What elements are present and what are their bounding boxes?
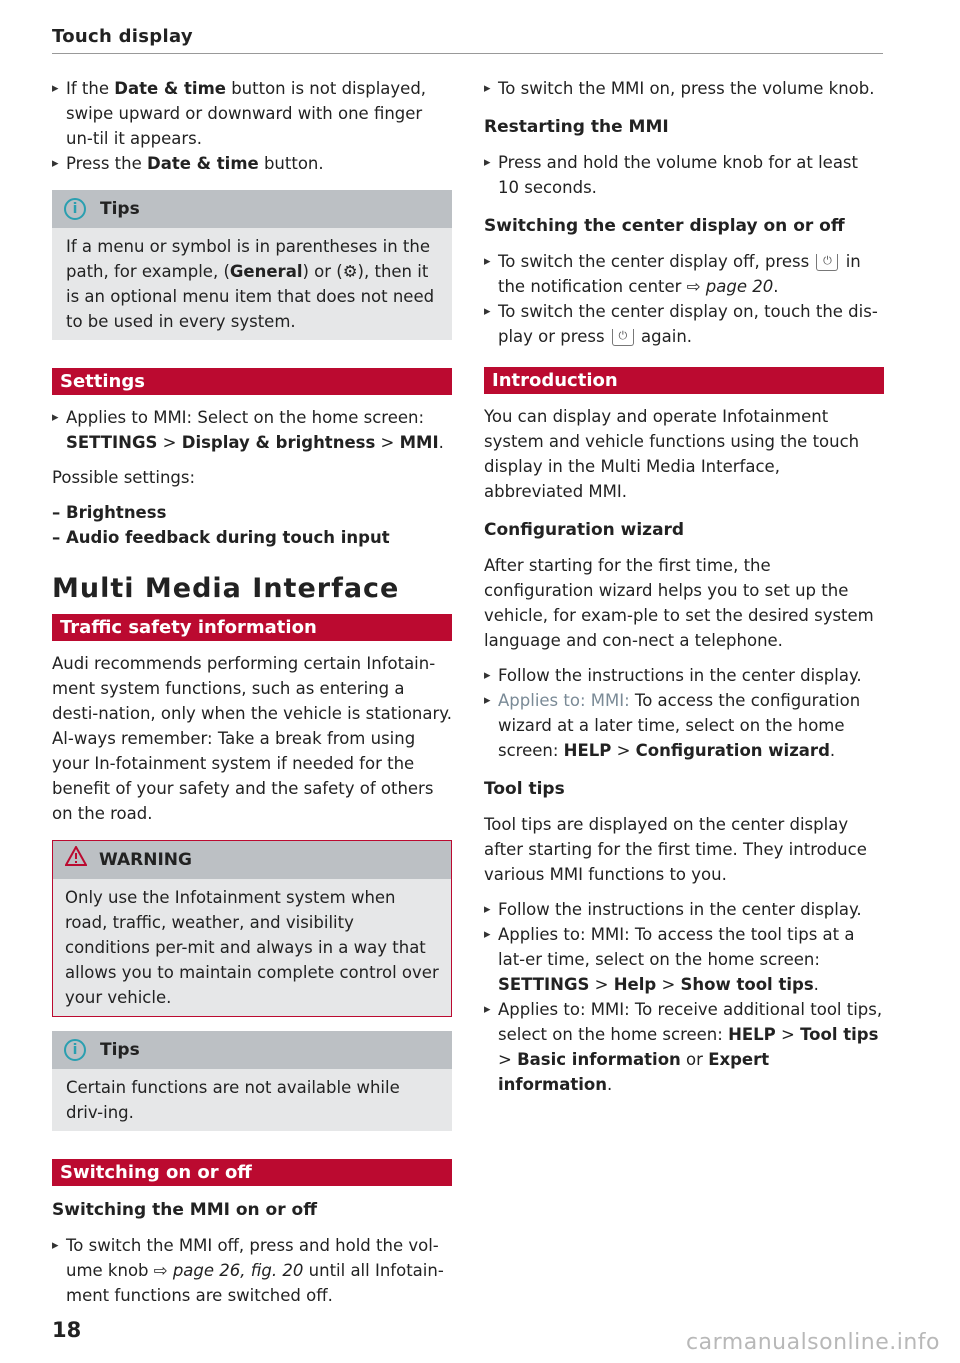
tips-box-2	[52, 1031, 452, 1131]
step-config-follow: ▸ Follow the instructions in the center display.	[484, 663, 884, 688]
tips-title-2: Tips	[100, 1039, 140, 1060]
step-switch-off: ▸ To switch the MMI off, press and hold the vol-ume knob ⇨ page 26, fig. 20 until all Infotain-ment functions are switched off.	[52, 1233, 452, 1308]
step-date-time-swipe: ▸ If the Date & time button is not displayed, swipe upward or downward with one finger un-til it appears.	[52, 76, 452, 151]
tooltips-subhead: Tool tips	[484, 779, 565, 799]
power-key-icon: ⏻	[816, 254, 838, 271]
tips-header	[52, 190, 452, 228]
step-tooltips-access: ▸ Applies to: MMI: To access the tool tips at a lat-er time, select on the home screen: SETTINGS > Help > Show tool tips.	[484, 922, 884, 997]
page-ref-link[interactable]: ⇨ page 26, fig. 20	[153, 1261, 304, 1280]
section-title: Multi Media Interface	[52, 573, 400, 604]
warning-triangle-icon	[65, 846, 87, 874]
step-tooltips-follow: ▸ Follow the instructions in the center display.	[484, 897, 884, 922]
tips-box	[52, 190, 452, 340]
restart-subhead: Restarting the MMI	[484, 117, 669, 137]
traffic-safety-bar: Traffic safety information	[52, 614, 452, 641]
header-title: Touch display	[52, 26, 193, 47]
footer-watermark: carmanualsonline.info	[686, 1330, 940, 1355]
step-restart: ▸ Press and hold the volume knob for at least 10 seconds.	[484, 150, 884, 200]
tips-body-2: Certain functions are not available while driv-ing.	[66, 1078, 400, 1122]
settings-gear-icon: ⚙	[342, 262, 358, 281]
center-display-subhead: Switching the center display on or off	[484, 216, 845, 236]
settings-bar: Settings	[52, 368, 452, 395]
warning-header	[53, 841, 451, 879]
setting-item-brightness: – Brightness	[52, 503, 167, 522]
step-tooltips-additional: ▸ Applies to: MMI: To receive additional tool tips, select on the home screen: HELP > Tool tips > Basic information or Expert information.	[484, 997, 884, 1097]
config-subhead: Configuration wizard	[484, 520, 685, 540]
possible-settings-label: Possible settings:	[52, 468, 196, 487]
introduction-bar: Introduction	[484, 367, 884, 394]
step-center-off: ▸ To switch the center display off, press ⏻ in the notification center ⇨ page 20.	[484, 249, 884, 299]
warning-body: Only use the Infotainment system when road, traffic, weather, and visibility conditions per-mit and always in a way that allows you to maintain complete control over your vehicle.	[53, 879, 451, 1016]
tips-body: If a menu or symbol is in parentheses in the path, for example, (General) or (⚙), then it is an optional menu item that does not need to be used in every system.	[66, 237, 435, 331]
warning-box	[52, 840, 452, 1017]
setting-item-audio-feedback: – Audio feedback during touch input	[52, 528, 390, 547]
info-icon: i	[64, 1039, 86, 1061]
step-config-access: ▸ Applies to: MMI: To access the configuration wizard at a later time, select on the home screen: HELP > Configuration wizard.	[484, 688, 884, 763]
right-column	[484, 76, 884, 1097]
tips-header-2	[52, 1031, 452, 1069]
step-settings-path: ▸ Applies to MMI: Select on the home screen: SETTINGS > Display & brightness > MMI.	[52, 405, 452, 455]
tips-title: Tips	[100, 198, 140, 219]
introduction-body: You can display and operate Infotainment system and vehicle functions using the touch display in the Multi Media Interface, abbreviated MMI.	[484, 407, 860, 501]
config-body: After starting for the first time, the configuration wizard helps you to set up the vehicle, for exam-ple to set the desired system language and con-nect a telephone.	[484, 556, 874, 650]
step-center-on: ▸ To switch the center display on, touch the dis-play or press ⏻ again.	[484, 299, 884, 349]
page-number: 18	[52, 1318, 82, 1342]
left-column	[52, 76, 452, 1308]
switching-subhead: Switching the MMI on or off	[52, 1200, 317, 1220]
step-switch-on: ▸ To switch the MMI on, press the volume knob.	[484, 76, 884, 101]
traffic-safety-body: Audi recommends performing certain Infotain-ment system functions, such as entering a desti-nation, only when the vehicle is stationary. Al-ways remember: Take a break from using your In-fotainment system if needed for the benefit of your safety and the safety of others on the road.	[52, 654, 452, 823]
warning-title: WARNING	[99, 849, 192, 870]
step-press-date-time: ▸ Press the Date & time button.	[52, 151, 452, 176]
page-header	[52, 24, 883, 54]
page-ref-link[interactable]: ⇨ page 20	[686, 277, 774, 296]
power-key-icon: ⏻	[612, 329, 634, 346]
switching-bar: Switching on or off	[52, 1159, 452, 1186]
info-icon: i	[64, 198, 86, 220]
tooltips-body: Tool tips are displayed on the center display after starting for the first time. They introduce various MMI functions to you.	[484, 815, 867, 884]
